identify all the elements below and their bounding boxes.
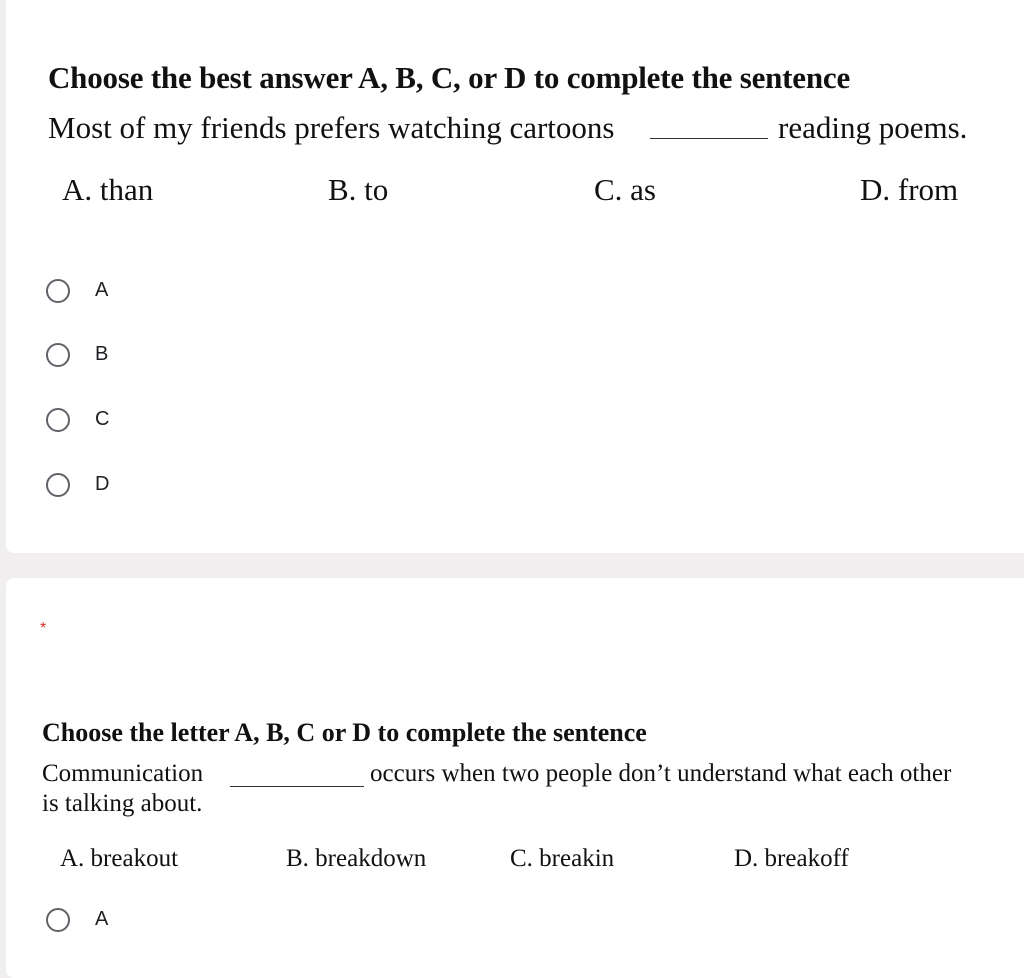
required-asterisk: * xyxy=(40,620,47,637)
question2-sentence-end: occurs when two people don’t understand what each other xyxy=(370,760,952,787)
radio-choice-d-label[interactable]: D xyxy=(95,473,110,495)
radio-choice-a-label[interactable]: A xyxy=(95,279,109,301)
radio-choice-b-label[interactable]: B xyxy=(95,343,109,365)
question2-sentence-continued: is talking about. xyxy=(42,790,203,817)
question2-option-b-text: B. breakdown xyxy=(286,845,427,872)
radio-choice-c-label[interactable]: C xyxy=(95,408,110,430)
question2-option-a-text: A. breakout xyxy=(60,845,179,872)
question2-option-d-text: D. breakoff xyxy=(734,845,849,872)
question1-option-a-text: A. than xyxy=(62,172,154,207)
question2-title: Choose the letter A, B, C or D to complete the sentence xyxy=(42,718,647,747)
question1-title: Choose the best answer A, B, C, or D to complete the sentence xyxy=(48,60,851,95)
question1-blank xyxy=(650,138,768,139)
radio-choice-c[interactable] xyxy=(46,408,70,432)
question1-sentence-start: Most of my friends prefers watching cartoons xyxy=(48,110,615,145)
radio-q2-choice-a-label[interactable]: A xyxy=(95,908,109,930)
question1-sentence-end: reading poems. xyxy=(778,110,968,145)
question2-option-c-text: C. breakin xyxy=(510,845,615,872)
radio-q2-choice-a[interactable] xyxy=(46,908,70,932)
question1-option-c-text: C. as xyxy=(594,172,656,207)
radio-choice-b[interactable] xyxy=(46,343,70,367)
radio-choice-d[interactable] xyxy=(46,473,70,497)
radio-choice-a[interactable] xyxy=(46,279,70,303)
question2-sentence-start: Communication xyxy=(42,760,204,787)
question2-blank xyxy=(230,786,364,787)
question1-option-b-text: B. to xyxy=(328,172,389,207)
question1-option-d-text: D. from xyxy=(860,172,959,207)
